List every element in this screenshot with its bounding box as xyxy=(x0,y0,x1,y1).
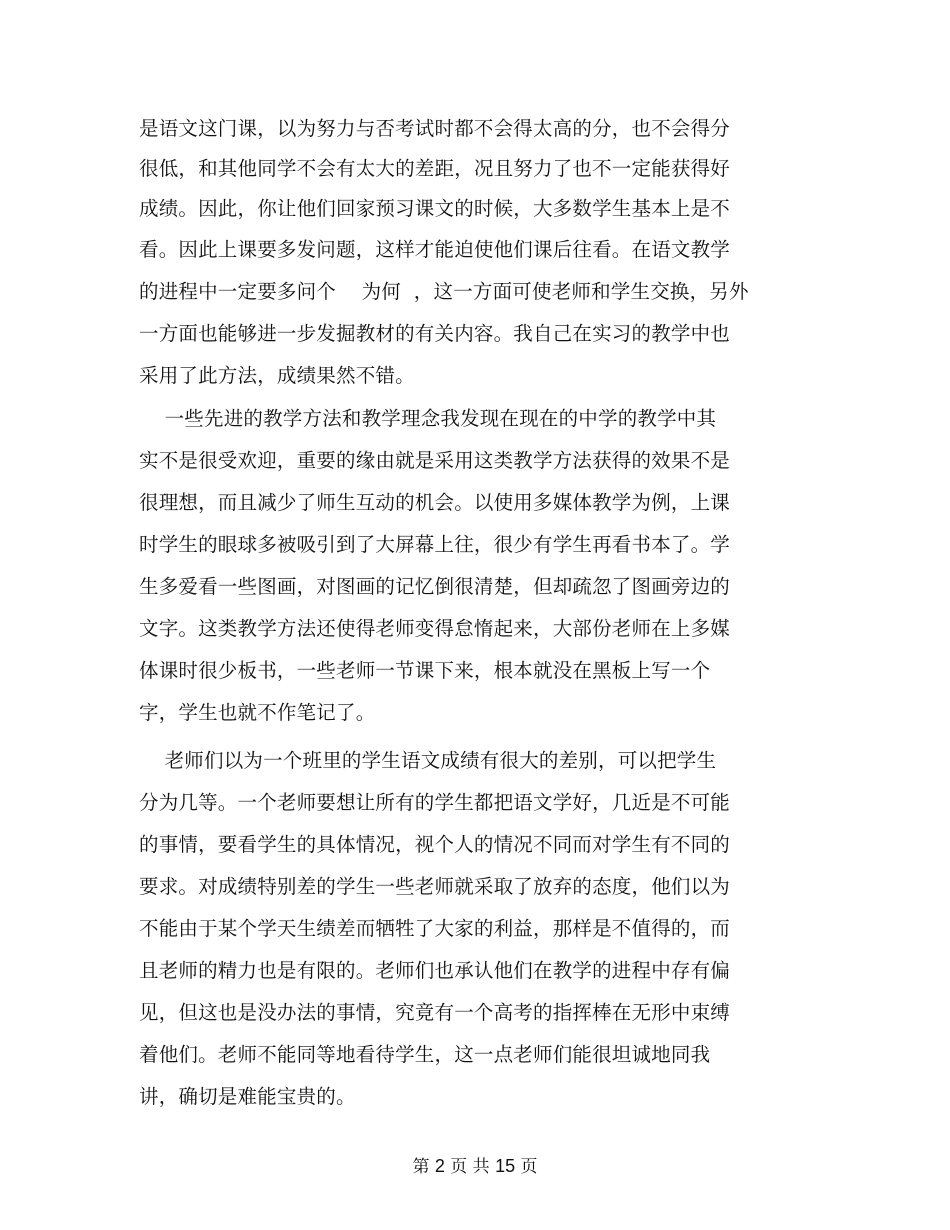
footer-suffix: 页 xyxy=(520,1157,538,1177)
text-line: 分为几等。一个老师要想让所有的学生都把语文学好，几近是不可能 xyxy=(139,791,731,814)
text-line: 讲，确切是难能宝贵的。 xyxy=(139,1085,356,1108)
text-line: 很理想，而且减少了师生互动的机会。以使用多媒体教学为例，上课 xyxy=(139,491,731,514)
text-line: 且老师的精力也是有限的。老师们也承认他们在教学的进程中存有偏 xyxy=(139,959,731,982)
text-line: 体课时很少板书，一些老师一节课下来，根本就没在黑板上写一个 xyxy=(139,659,711,682)
text-line: 字，学生也就不作笔记了。 xyxy=(139,701,376,724)
text-line: 一方面也能够进一步发掘教材的有关内容。我自己在实习的教学中也 xyxy=(139,322,731,345)
text-line: 着他们。老师不能同等地看待学生，这一点老师们能很坦诚地同我 xyxy=(139,1043,711,1066)
text-line: 生多爱看一些图画，对图画的记忆倒很清楚，但却疏忽了图画旁边的 xyxy=(139,575,731,598)
text-line: 见，但这也是没办法的事情，究竟有一个高考的指挥棒在无形中束缚 xyxy=(139,1001,731,1024)
text-line: 的事情，要看学生的具体情况，视个人的情况不同而对学生有不同的 xyxy=(139,833,731,856)
text-line: 一些先进的教学方法和教学理念我发现在现在的中学的教学中其 xyxy=(139,407,717,430)
text-line: 文字。这类教学方法还使得老师变得怠惰起来，大部份老师在上多媒 xyxy=(139,617,731,640)
text-line: 实不是很受欢迎，重要的缘由就是采用这类教学方法获得的效果不是 xyxy=(139,449,731,472)
text-line: 老师们以为一个班里的学生语文成绩有很大的差别，可以把学生 xyxy=(139,749,717,772)
text-line: 的进程中一定要多问个 为何 ，这一方面可使老师和学生交换，另外 xyxy=(139,280,749,303)
text-line: 不能由于某个学天生绩差而牺牲了大家的利益，那样是不值得的，而 xyxy=(139,917,731,940)
text-line: 很低，和其他同学不会有太大的差距，况且努力了也不一定能获得好 xyxy=(139,157,731,180)
current-page-number: 2 xyxy=(434,1156,445,1176)
text-line: 时学生的眼球多被吸引到了大屏幕上往，很少有学生再看书本了。学 xyxy=(139,533,731,556)
text-line: 成绩。因此，你让他们回家预习课文的时候，大多数学生基本上是不 xyxy=(139,197,731,220)
text-line: 看。因此上课要多发问题，这样才能迫使他们课后往看。在语文教学 xyxy=(139,238,731,261)
footer-prefix: 第 xyxy=(412,1157,430,1177)
text-line: 要求。对成绩特别差的学生一些老师就采取了放弃的态度，他们以为 xyxy=(139,875,731,898)
page-footer xyxy=(0,1152,950,1177)
total-page-count: 15 xyxy=(495,1156,516,1176)
text-line: 采用了此方法，成绩果然不错。 xyxy=(139,364,415,387)
text-line: 是语文这门课，以为努力与否考试时都不会得太高的分，也不会得分 xyxy=(139,117,731,140)
footer-mid: 页 共 xyxy=(450,1157,490,1177)
